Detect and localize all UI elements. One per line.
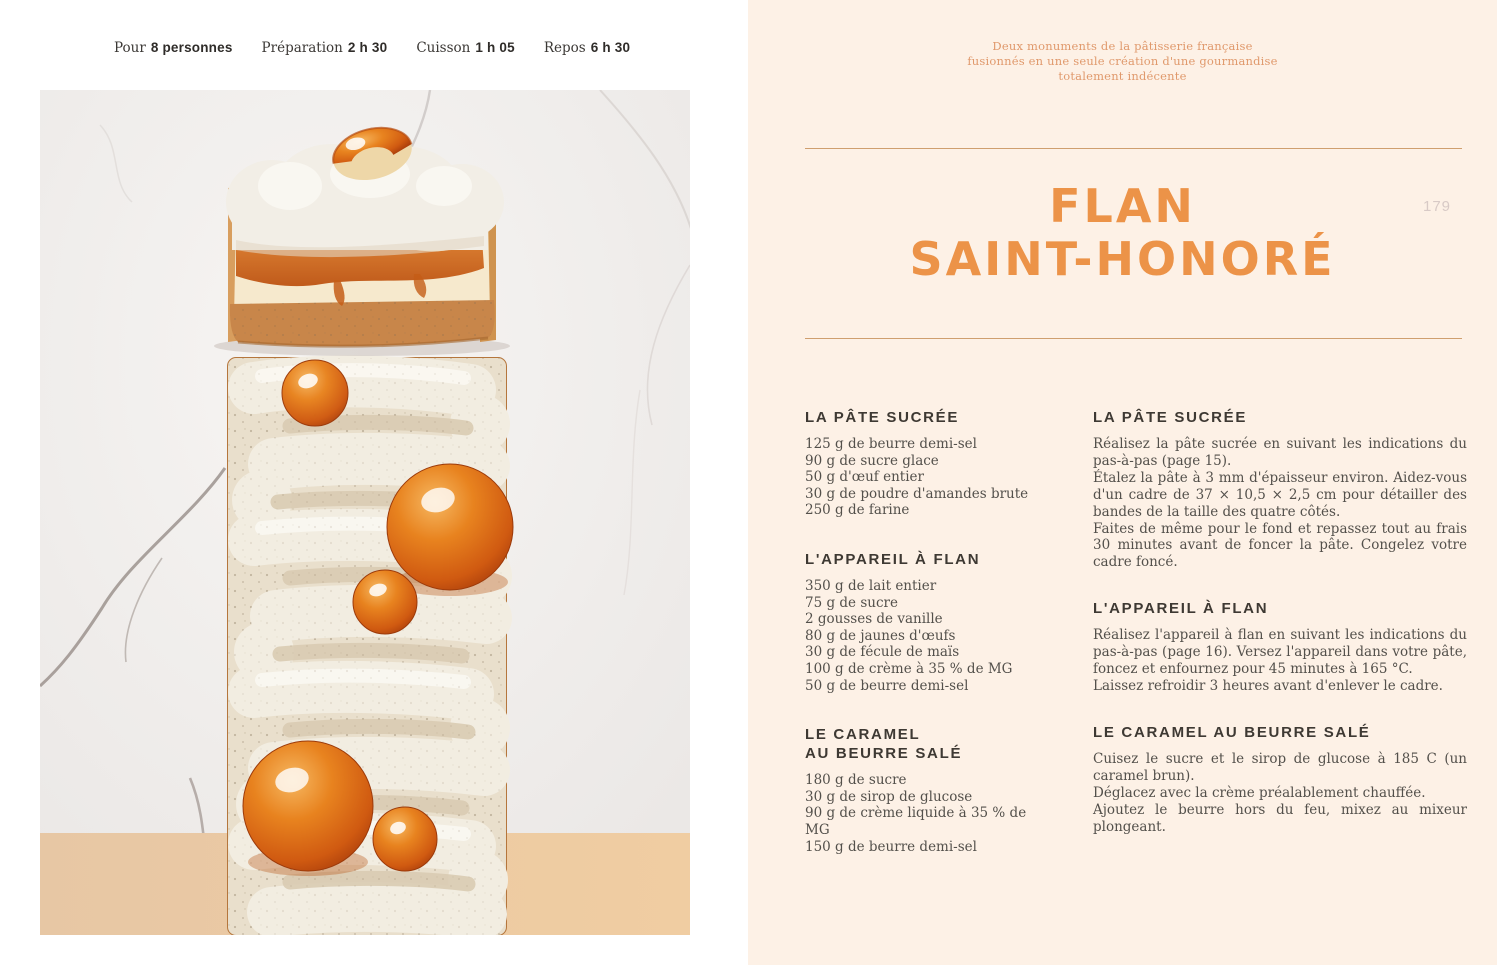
instructions-caramel-title: LE CARAMEL AU BEURRE SALÉ (1093, 723, 1371, 741)
ingredient-item: 30 g de poudre d'amandes brute (805, 485, 1029, 502)
ingredients-appareil-list (805, 578, 1055, 694)
photo-flan-saint-honore (40, 90, 690, 935)
recipe-meta (114, 40, 630, 56)
ingredient-item: 90 g de crème liquide à 35 % de MG (805, 805, 1027, 838)
divider-bottom (805, 338, 1462, 339)
left-page (0, 0, 748, 965)
ingredient-item: 180 g de sucre (805, 772, 907, 789)
ingredient-item: 250 g de farine (805, 502, 910, 519)
intro-line-2: fusionnés en une seule création d'une gourmandise (967, 54, 1278, 68)
recipe-intro (748, 39, 1497, 84)
meta-cook-label: Cuisson (416, 40, 471, 56)
ingredient-item: 125 g de beurre demi-sel (805, 436, 977, 452)
instruction-paragraph: Faites de même pour le fond et repassez tout au frais 30 minutes avant de foncer la pâte. Congelez votre cadre foncé. (1093, 520, 1467, 571)
intro-line-1: Deux monuments de la pâtisserie française (992, 39, 1253, 53)
meta-rest (544, 40, 630, 56)
meta-prep-label: Préparation (261, 40, 343, 56)
ingredient-item: 50 g de beurre demi-sel (805, 677, 969, 694)
page-number: 179 (1423, 198, 1452, 215)
instruction-paragraph: Réalisez l'appareil à flan en suivant les indications du pas-à-pas (page 16). Versez l'appareil dans votre pâte, foncez et enfournez pour 45 minutes à 165 °C. (1093, 627, 1467, 678)
page-title (748, 180, 1497, 286)
instructions-appareil-title: L'APPAREIL À FLAN (1093, 600, 1269, 618)
ingredient-item: 90 g de sucre glace (805, 452, 939, 469)
instructions-caramel (1093, 723, 1467, 836)
meta-prep (262, 40, 388, 56)
meta-cook-value: 1 h 05 (475, 40, 515, 55)
meta-rest-label: Repos (543, 40, 586, 56)
ingredient-item: 150 g de beurre demi-sel (805, 838, 977, 855)
ingredients-column (805, 408, 1055, 886)
instructions-pate (1093, 408, 1467, 571)
ingredient-item: 350 g de lait entier (805, 577, 937, 594)
right-page (748, 0, 1497, 965)
meta-rest-value: 6 h 30 (590, 40, 631, 55)
ingredients-caramel-title-line1: LE CARAMEL (805, 726, 921, 744)
intro-line-3: totalement indécente (1058, 69, 1187, 83)
instructions-column (1093, 408, 1467, 863)
instructions-pate-title: LA PÂTE SUCRÉE (1093, 409, 1248, 426)
ingredients-caramel (805, 725, 1055, 855)
ingredient-item: 30 g de fécule de maïs (805, 644, 960, 661)
ingredients-pate-title: LA PÂTE SUCRÉE (805, 409, 960, 426)
ingredients-appareil-title: L'APPAREIL À FLAN (805, 550, 981, 568)
instruction-paragraph: Réalisez la pâte sucrée en suivant les indications du pas-à-pas (page 15). (1093, 436, 1467, 469)
ingredient-item: 30 g de sirop de glucose (805, 788, 973, 805)
meta-servings-label: Pour (114, 40, 146, 56)
title-line-1: FLAN (1049, 179, 1196, 233)
photo-illustration (40, 90, 690, 935)
ingredients-appareil (805, 550, 1055, 694)
meta-servings-value: 8 personnes (150, 40, 233, 55)
ingredients-caramel-title (805, 725, 1055, 763)
ingredients-pate (805, 408, 1055, 519)
meta-servings (114, 40, 233, 56)
instruction-paragraph: Étalez la pâte à 3 mm d'épaisseur environ. Aidez-vous d'un cadre de 37 × 10,5 × 2,5 cm pour détailler des bandes de la taille des quatre côtés. (1093, 469, 1467, 520)
ingredients-pate-list (805, 436, 1055, 519)
ingredients-caramel-title-line2: AU BEURRE SALÉ (805, 745, 963, 763)
flan-loaf (228, 358, 513, 935)
instruction-paragraph: Déglacez avec la crème préalablement chauffée. (1093, 784, 1426, 801)
ingredient-item: 2 gousses de vanille (805, 611, 943, 628)
meta-prep-value: 2 h 30 (347, 40, 388, 55)
ingredients-caramel-list (805, 772, 1055, 855)
ingredient-item: 75 g de sucre (805, 594, 898, 611)
instructions-appareil (1093, 599, 1467, 695)
ingredient-item: 100 g de crème à 35 % de MG (805, 660, 1013, 677)
instruction-paragraph: Laissez refroidir 3 heures avant d'enlever le cadre. (1093, 677, 1443, 694)
title-line-2: SAINT-HONORÉ (909, 232, 1336, 286)
instruction-paragraph: Ajoutez le beurre hors du feu, mixez au mixeur plongeant. (1093, 801, 1467, 835)
ingredient-item: 50 g d'œuf entier (805, 469, 924, 486)
ingredient-item: 80 g de jaunes d'œufs (805, 627, 956, 644)
meta-cook (416, 40, 515, 56)
divider-top (805, 148, 1462, 149)
instruction-paragraph: Cuisez le sucre et le sirop de glucose à 185 C (un caramel brun). (1093, 750, 1467, 784)
